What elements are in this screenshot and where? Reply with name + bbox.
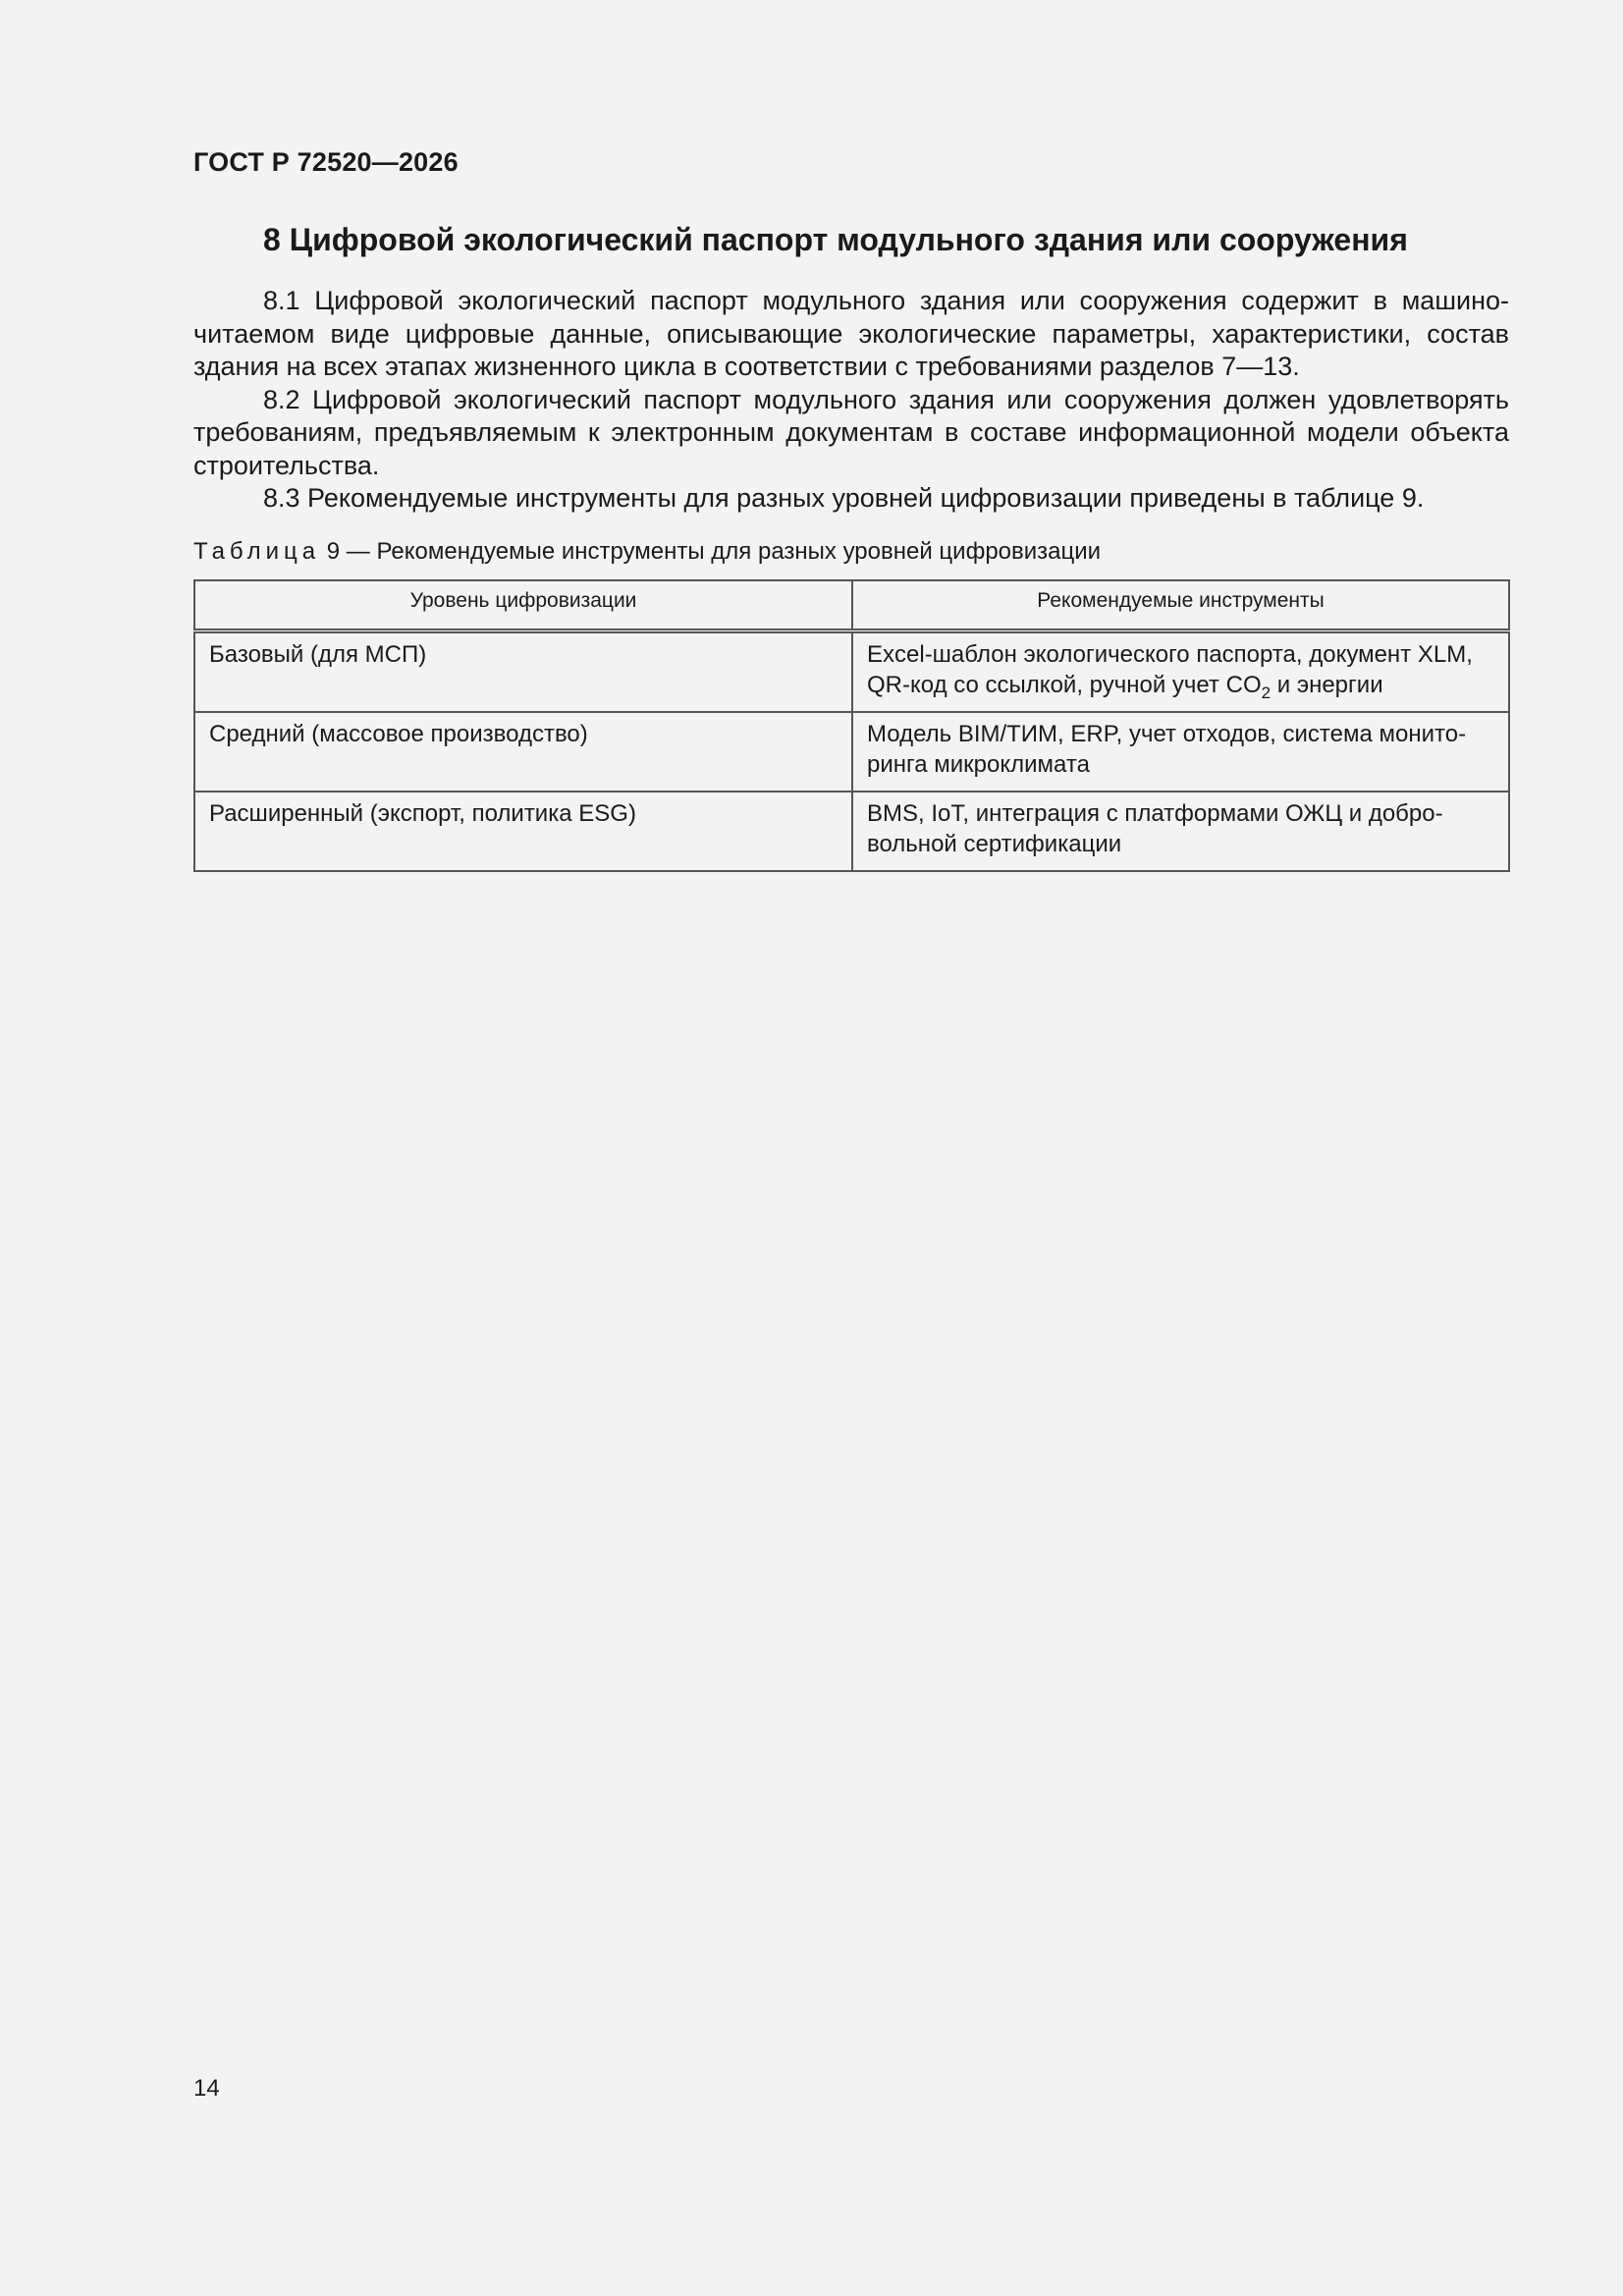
paragraph-8-1: 8.1 Цифровой экологический паспорт модульного здания или сооружения содержит в машиночитаемом виде цифровые данные, описывающие экологические параметры, характеристики, состав здания на всех этапах жизненного цикла в соответствии с требованиями разделов 7—13. [193, 286, 1509, 381]
paragraph-8-3: 8.3 Рекомендуемые инструменты для разных уровней цифровизации приведены в таблице 9. [263, 483, 1425, 513]
tools-cell: BMS, IoT, интеграция с платформами ОЖЦ и добровольной сертификации [852, 792, 1509, 871]
table-caption-text: 9 — Рекомендуемые инструменты для разных уровней цифровизации [320, 538, 1102, 565]
level-cell: Базовый (для МСП) [194, 631, 852, 713]
standard-number: ГОСТ Р 72520—2026 [193, 147, 459, 177]
section-title: 8 Цифровой экологический паспорт модульного здания или сооружения [263, 222, 1408, 257]
tools-cell: Модель BIM/ТИМ, ERP, учет отходов, система мониторинга микроклимата [852, 712, 1509, 792]
level-cell: Средний (массовое производство) [194, 712, 852, 792]
header-tools: Рекомендуемые инструменты [852, 580, 1509, 631]
table-header-row [194, 580, 1509, 631]
table-caption-label: Таблица [193, 538, 321, 565]
header-level: Уровень цифровизации [194, 580, 852, 631]
tools-text: Excel-шаблон экологического паспорта, документ XLM, QR-код со ссылкой, ручной учет CO [867, 641, 1473, 698]
subscript: 2 [1261, 683, 1271, 702]
table-row [194, 631, 1509, 713]
section-body [193, 285, 1509, 516]
level-cell: Расширенный (экспорт, политика ESG) [194, 792, 852, 871]
table-row [194, 792, 1509, 871]
tools-text-tail: и энергии [1271, 672, 1383, 698]
table-caption [193, 538, 1101, 566]
page-number: 14 [193, 2075, 220, 2102]
paragraph-8-2: 8.2 Цифровой экологический паспорт модульного здания или сооружения должен удовлетворять требованиям, предъявляемым к электронным документам в составе информационной модели объекта строительства. [193, 384, 1509, 480]
table-row [194, 712, 1509, 792]
tools-cell [852, 631, 1509, 713]
digitalization-tools-table [193, 579, 1510, 872]
